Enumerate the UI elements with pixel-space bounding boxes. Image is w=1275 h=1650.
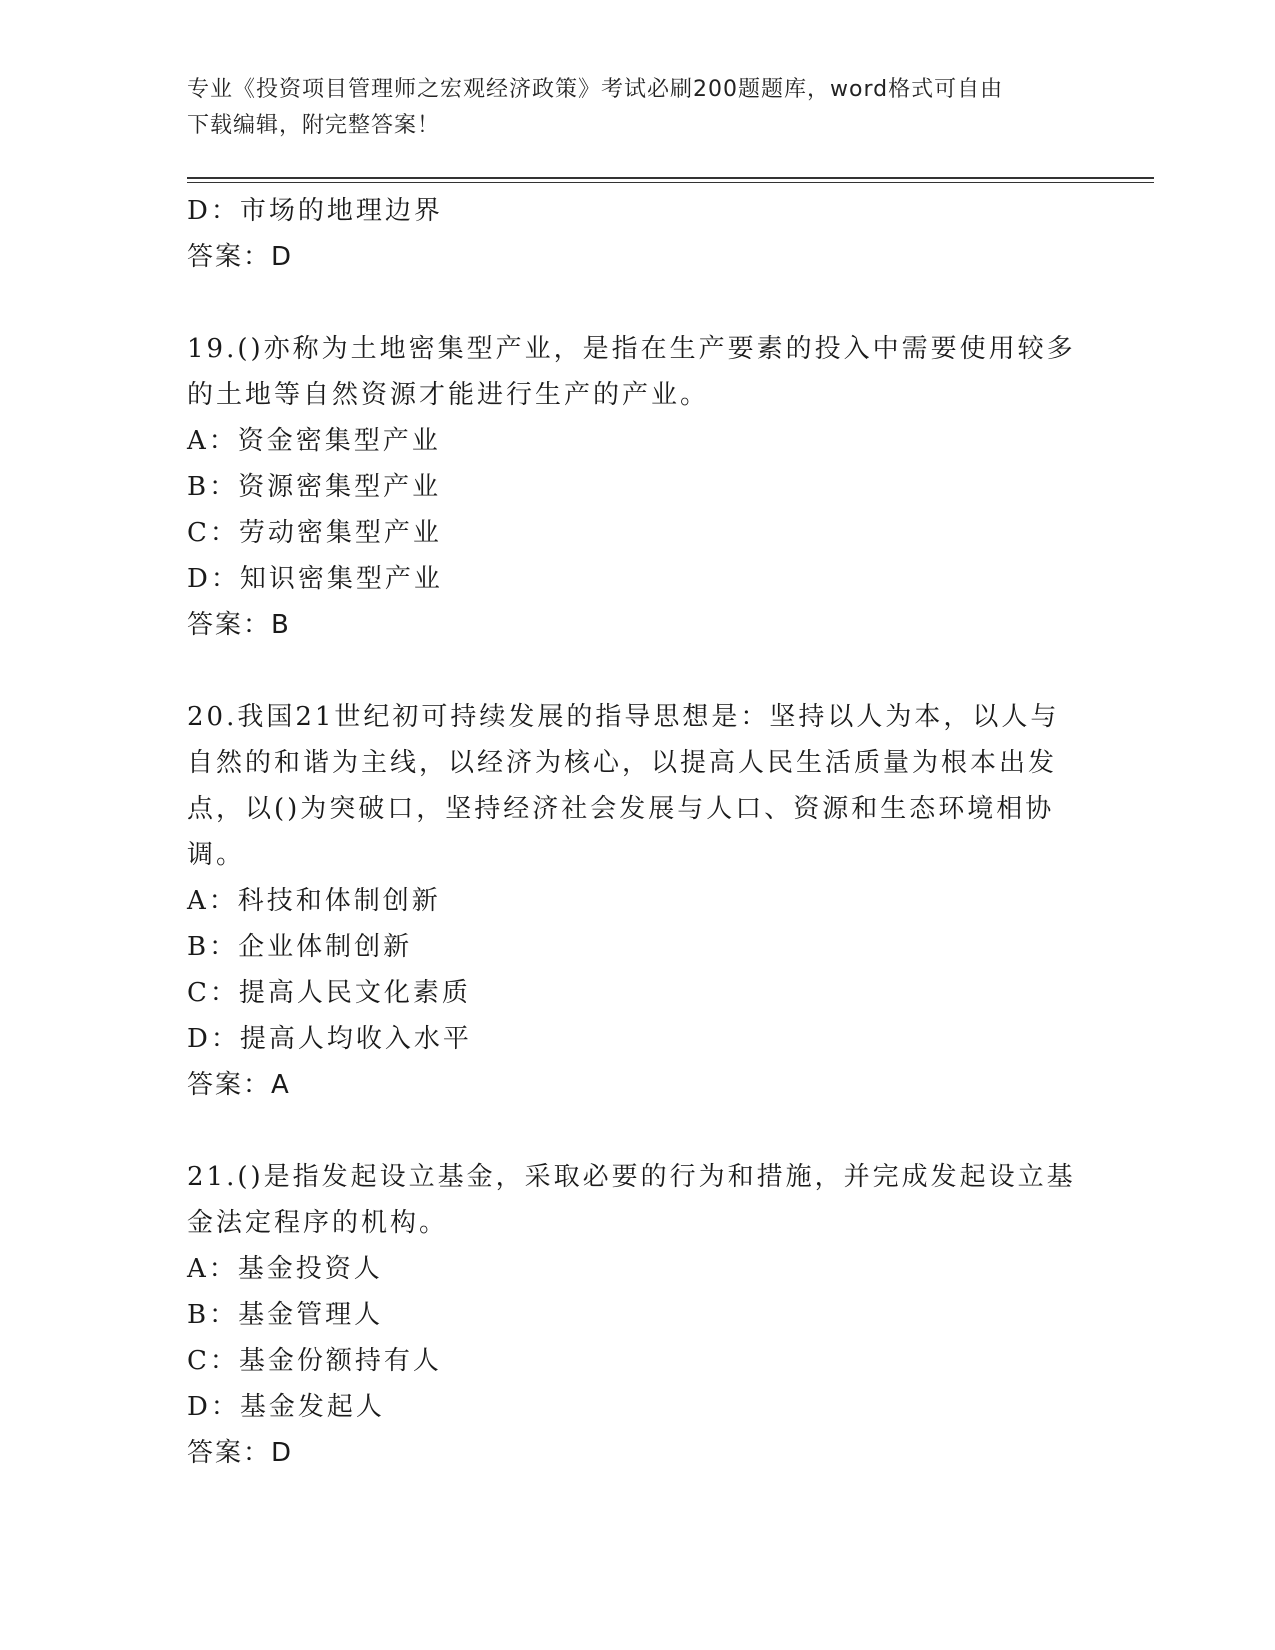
- option-a: A：科技和体制创新: [187, 886, 441, 916]
- question-block: [187, 694, 1087, 1108]
- question-stem: 金法定程序的机构。: [187, 1208, 449, 1238]
- question-stem: 的土地等自然资源才能进行生产的产业。: [187, 380, 710, 410]
- page-header: [187, 72, 1087, 144]
- question-stem: 点，以()为突破口，坚持经济社会发展与人口、资源和生态环境相协: [187, 794, 1055, 824]
- question-block: [187, 1154, 1087, 1476]
- option-d: D：市场的地理边界: [187, 196, 443, 226]
- spacer: [187, 1108, 1087, 1154]
- option-a: A：基金投资人: [187, 1254, 383, 1284]
- header-line: 专业《投资项目管理师之宏观经济政策》考试必刷200题题库，word格式可自由: [187, 77, 1004, 102]
- option-c: C：劳动密集型产业: [187, 518, 442, 548]
- option-c: C：基金份额持有人: [187, 1346, 442, 1376]
- question-stem: 自然的和谐为主线，以经济为核心，以提高人民生活质量为根本出发: [187, 748, 1058, 778]
- spacer: [187, 280, 1087, 326]
- option-a: A：资金密集型产业: [187, 426, 441, 456]
- header-divider-thin: [187, 182, 1154, 183]
- option-d: D：知识密集型产业: [187, 564, 443, 594]
- question-block: [187, 326, 1087, 648]
- document-body: [187, 188, 1087, 1476]
- answer-line: 答案：A: [187, 1070, 291, 1100]
- option-c: C：提高人民文化素质: [187, 978, 471, 1008]
- option-d: D：基金发起人: [187, 1392, 385, 1422]
- spacer: [187, 648, 1087, 694]
- question-stem: 19.()亦称为土地密集型产业，是指在生产要素的投入中需要使用较多: [187, 334, 1076, 364]
- answer-line: 答案：D: [187, 1438, 294, 1468]
- option-b: B：基金管理人: [187, 1300, 384, 1330]
- option-d: D：提高人均收入水平: [187, 1024, 472, 1054]
- header-divider: [187, 177, 1154, 179]
- question-stem: 20.我国21世纪初可持续发展的指导思想是：坚持以人为本，以人与: [187, 702, 1060, 732]
- header-line: 下载编辑，附完整答案！: [187, 113, 441, 138]
- answer-line: 答案：B: [187, 610, 291, 640]
- question-stem: 调。: [187, 840, 246, 870]
- option-b: B：企业体制创新: [187, 932, 413, 962]
- question-stem: 21.()是指发起设立基金，采取必要的行为和措施，并完成发起设立基: [187, 1162, 1076, 1192]
- answer-line: 答案：D: [187, 242, 294, 272]
- option-b: B：资源密集型产业: [187, 472, 442, 502]
